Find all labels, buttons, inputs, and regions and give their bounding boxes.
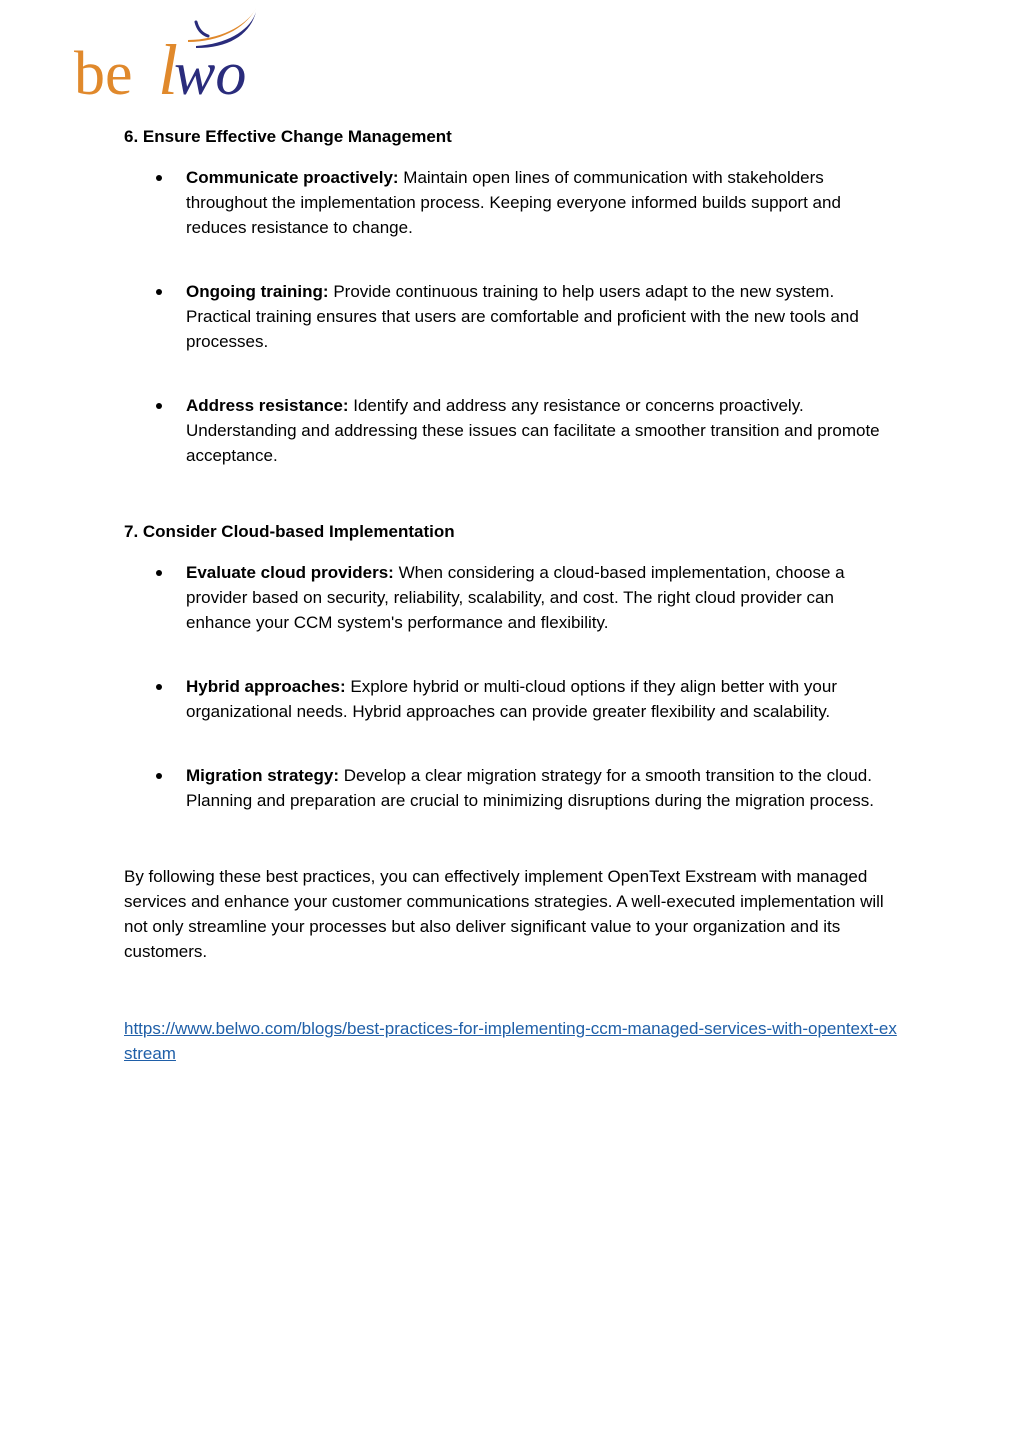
document-body bbox=[124, 124, 899, 1066]
bullet-list bbox=[124, 560, 899, 813]
logo-text-be: be bbox=[74, 40, 133, 105]
bullet-dot bbox=[156, 570, 162, 576]
bullet-dot bbox=[156, 403, 162, 409]
source-link[interactable]: https://www.belwo.com/blogs/best-practices-for-implementing-ccm-managed-services-with-opentext-exstream bbox=[124, 1019, 897, 1063]
belwo-logo bbox=[70, 0, 270, 105]
bullet-text: When considering a cloud-based implementation, choose a provider based on security, reliability, scalability, and cost. The right cloud provider can enhance your CCM system's performance and flexibility. bbox=[186, 563, 845, 632]
bullet-text: Identify and address any resistance or concerns proactively. Understanding and addressing these issues can facilitate a smoother transition and promote acceptance. bbox=[186, 396, 880, 465]
bullet-text: Maintain open lines of communication with stakeholders throughout the implementation process. Keeping everyone informed builds support and reduces resistance to change. bbox=[186, 168, 841, 237]
bullet-term: Communicate proactively: bbox=[186, 168, 399, 187]
bullet-term: Hybrid approaches: bbox=[186, 677, 346, 696]
bullet-dot bbox=[156, 175, 162, 181]
bullet-dot bbox=[156, 289, 162, 295]
list-item bbox=[124, 763, 899, 813]
bullet-term: Address resistance: bbox=[186, 396, 349, 415]
section-heading: 6. Ensure Effective Change Management bbox=[124, 127, 452, 146]
logo-text-wo: wo bbox=[174, 40, 247, 105]
logo-swoosh-accent bbox=[196, 22, 208, 36]
bullet-dot bbox=[156, 773, 162, 779]
bullet-term: Evaluate cloud providers: bbox=[186, 563, 394, 582]
bullet-text: Provide continuous training to help users adapt to the new system. Practical training ensures that users are comfortable and proficient with the new tools and processes. bbox=[186, 282, 859, 351]
list-item bbox=[124, 674, 899, 724]
bullet-term: Migration strategy: bbox=[186, 766, 340, 785]
bullet-text: Explore hybrid or multi-cloud options if they align better with your organizational needs. Hybrid approaches can provide greater flexibility and scalability. bbox=[186, 677, 838, 721]
bullet-text: Develop a clear migration strategy for a smooth transition to the cloud. Planning and preparation are crucial to minimizing disruptions during the migration process. bbox=[186, 766, 874, 810]
belwo-logo-mark bbox=[70, 0, 270, 105]
closing-paragraph: By following these best practices, you can effectively implement OpenText Exstream with managed services and enhance your customer communications strategies. A well-executed implementation will not only streamline your processes but also deliver significant value to your organization and its customers. bbox=[124, 867, 884, 961]
list-item bbox=[124, 165, 899, 240]
section-cloud-implementation bbox=[124, 519, 899, 813]
section-change-management bbox=[124, 124, 899, 468]
logo-text-l: l bbox=[158, 30, 179, 105]
bullet-list bbox=[124, 165, 899, 468]
section-heading: 7. Consider Cloud-based Implementation bbox=[124, 522, 455, 541]
bullet-dot bbox=[156, 684, 162, 690]
list-item bbox=[124, 560, 899, 635]
list-item bbox=[124, 393, 899, 468]
list-item bbox=[124, 279, 899, 354]
bullet-term: Ongoing training: bbox=[186, 282, 329, 301]
